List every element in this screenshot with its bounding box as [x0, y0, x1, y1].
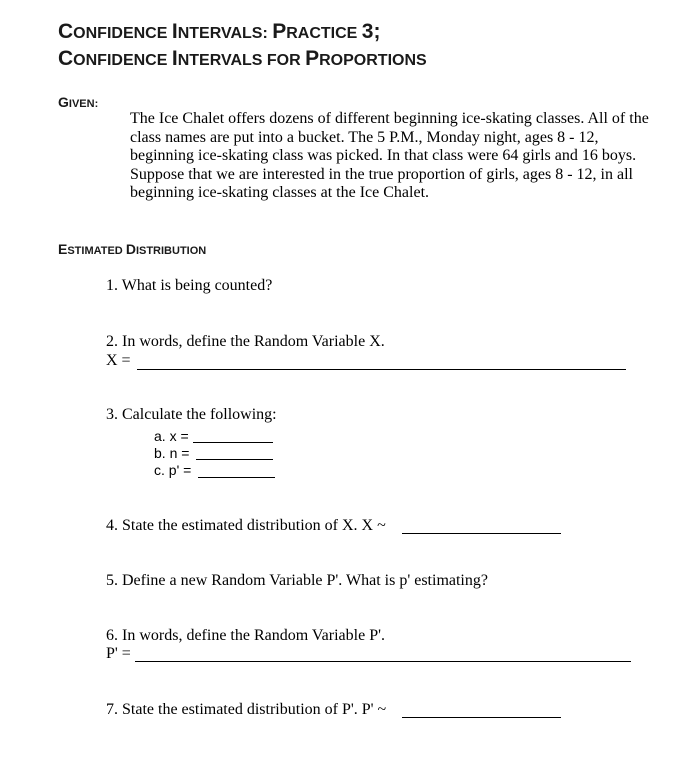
given-paragraph: The Ice Chalet offers dozens of different beginning ice-skating classes. All of the class names are put into a bucket. The 5 P.M., Monday night, ages 8 - 12, beginning ice-skating class was picked. In that class were 64 girls and 16 boys. Suppose that we are interested in the true proportion of girls, ages 8 - 12, in all beginning ice-skating classes at the Ice Chalet. — [130, 110, 649, 202]
question-2: 2. In words, define the Random Variable X. — [106, 333, 385, 350]
question-6-answer-label: P' = — [106, 645, 131, 662]
question-3a-label: a. x = — [154, 428, 189, 444]
page-title-line-2: CONFIDENCE INTERVALS FOR PROPORTIONS — [58, 47, 427, 70]
question-3c-label: c. p' = — [154, 462, 192, 478]
question-3: 3. Calculate the following: — [106, 406, 277, 423]
section-heading: ESTIMATED DISTRIBUTION — [58, 241, 207, 257]
question-6-answer-line[interactable] — [135, 661, 631, 662]
question-4: 4. State the estimated distribution of X. X ~ — [106, 517, 386, 534]
question-7: 7. State the estimated distribution of P'. P' ~ — [106, 701, 387, 718]
page-title-line-1: CONFIDENCE INTERVALS: PRACTICE 3; — [58, 20, 381, 43]
question-3b-label: b. n = — [154, 445, 190, 461]
question-6: 6. In words, define the Random Variable P'. — [106, 627, 385, 644]
question-3a-answer-line[interactable] — [193, 442, 273, 443]
given-label: GIVEN: — [58, 94, 99, 110]
question-2-answer-label: X = — [106, 352, 131, 369]
question-4-answer-line[interactable] — [402, 533, 561, 534]
question-3b-answer-line[interactable] — [196, 459, 273, 460]
question-2-answer-line[interactable] — [137, 369, 626, 370]
question-3c-answer-line[interactable] — [198, 477, 275, 478]
question-5: 5. Define a new Random Variable P'. What is p' estimating? — [106, 572, 488, 589]
question-7-answer-line[interactable] — [402, 717, 561, 718]
question-1: 1. What is being counted? — [106, 277, 273, 294]
